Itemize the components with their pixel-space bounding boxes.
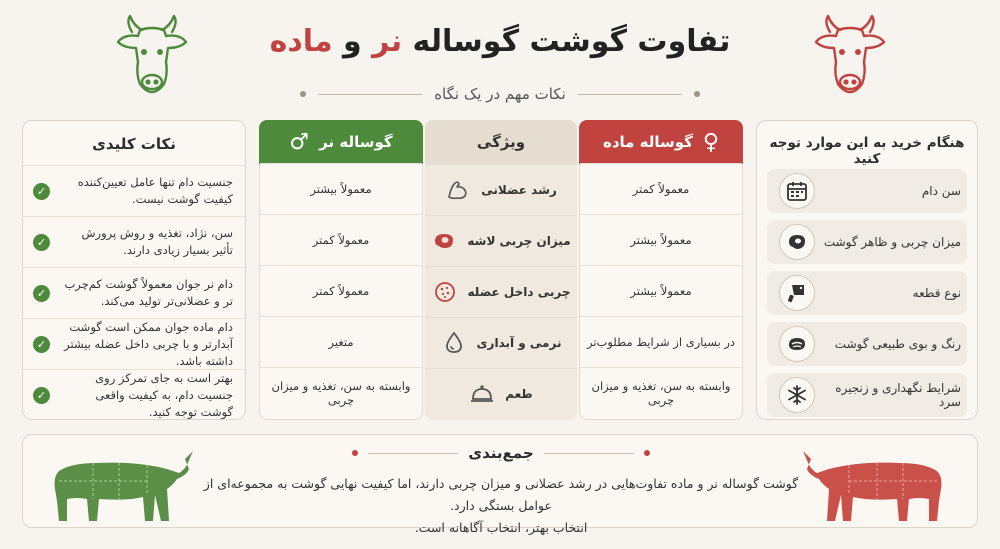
summary-card xyxy=(22,434,978,535)
feature-cell: نرمی و آبداری xyxy=(425,317,577,368)
meat-cut-icon xyxy=(779,326,815,362)
key-point-item: دام ماده جوان ممکن است گوشت آبدارتر و با چربی داخل عضله بیشتر داشته باشد. ✓ xyxy=(23,318,245,369)
cleaver-icon xyxy=(779,275,815,311)
tip-item: رنگ و بوی طبیعی گوشت xyxy=(767,322,967,366)
tip-item: میزان چربی و ظاهر گوشت xyxy=(767,220,967,264)
feature-cell: رشد عضلانی xyxy=(425,164,577,215)
tip-item: شرایط نگهداری و زنجیره سرد xyxy=(767,373,967,417)
tip-item: سن دام xyxy=(767,169,967,213)
key-points-card xyxy=(22,120,246,420)
female-column xyxy=(579,120,743,420)
female-symbol-icon: ♀ xyxy=(702,129,720,155)
cow-silhouette-icon-red xyxy=(799,441,949,523)
key-points-title: نکات کلیدی xyxy=(92,135,176,153)
page-title: تفاوت گوشت گوساله نر و ماده xyxy=(269,24,731,59)
key-point-item: دام نر جوان معمولاً گوشت کم‌چرب تر و عضلانی‌تر تولید می‌کند. ✓ xyxy=(23,267,245,318)
male-cell: معمولاً کمتر xyxy=(260,265,422,316)
key-point-item: جنسیت دام تنها عامل تعیین‌کننده کیفیت گوشت نیست. ✓ xyxy=(23,165,245,216)
calendar-icon xyxy=(779,173,815,209)
male-header: گوساله نر ♂ xyxy=(259,120,423,164)
feature-cell: چربی داخل عضله xyxy=(425,266,577,317)
check-icon: ✓ xyxy=(33,387,50,404)
male-cell: متغیر xyxy=(260,316,422,367)
feature-cell: طعم xyxy=(425,368,577,419)
cow-silhouette-icon-green xyxy=(47,441,197,523)
muscle-icon xyxy=(445,177,471,203)
check-icon: ✓ xyxy=(33,183,50,200)
tip-item: نوع قطعه xyxy=(767,271,967,315)
male-cell: معمولاً بیشتر xyxy=(260,163,422,214)
subtitle: نکات مهم در یک نگاه xyxy=(434,85,566,103)
cloche-icon xyxy=(469,381,495,407)
subtitle-bar xyxy=(300,80,700,108)
snowflake-icon xyxy=(779,377,815,413)
female-cell: در بسیاری از شرایط مطلوب‌تر xyxy=(580,316,742,367)
feature-header: ویژگی xyxy=(425,120,577,164)
summary-title: جمع‌بندی xyxy=(468,444,534,462)
marbling-icon xyxy=(432,279,458,305)
drop-icon xyxy=(441,330,467,356)
female-header: ♀ گوساله ماده xyxy=(579,120,743,164)
feature-cell: میزان چربی لاشه xyxy=(425,215,577,266)
female-cell: معمولاً کمتر xyxy=(580,163,742,214)
steak-icon xyxy=(431,228,457,254)
key-point-item: بهتر است به جای تمرکز روی جنسیت دام، به کیفیت واقعی گوشت توجه کنید. ✓ xyxy=(23,369,245,420)
title-female-word: ماده xyxy=(269,24,333,59)
buying-tips-card xyxy=(756,120,978,420)
female-cell: وابسته به سن، تغذیه و میزان چربی xyxy=(580,367,742,418)
check-icon: ✓ xyxy=(33,234,50,251)
steak-icon xyxy=(779,224,815,260)
male-cell: معمولاً کمتر xyxy=(260,214,422,265)
key-point-item: سن، نژاد، تغذیه و روش پرورش تأثیر بسیار زیادی دارند. ✓ xyxy=(23,216,245,267)
male-cell: وابسته به سن، تغذیه و میزان چربی xyxy=(260,367,422,418)
male-column xyxy=(259,120,423,420)
female-cell: معمولاً بیشتر xyxy=(580,265,742,316)
female-cell: معمولاً بیشتر xyxy=(580,214,742,265)
check-icon: ✓ xyxy=(33,285,50,302)
tips-title: هنگام خرید به این موارد توجه کنید xyxy=(769,135,965,167)
feature-column xyxy=(425,120,577,420)
check-icon: ✓ xyxy=(33,336,50,353)
title-male-word: نر xyxy=(372,24,403,59)
summary-text: گوشت گوساله نر و ماده تفاوت‌هایی در رشد عضلانی و میزان چربی دارند، اما کیفیت نهایی گوشت به مجموعه‌ای از عوامل بستگی دارد. انتخاب بهتر، انتخاب آگاهانه است. xyxy=(203,476,799,535)
male-symbol-icon: ♂ xyxy=(289,129,310,155)
